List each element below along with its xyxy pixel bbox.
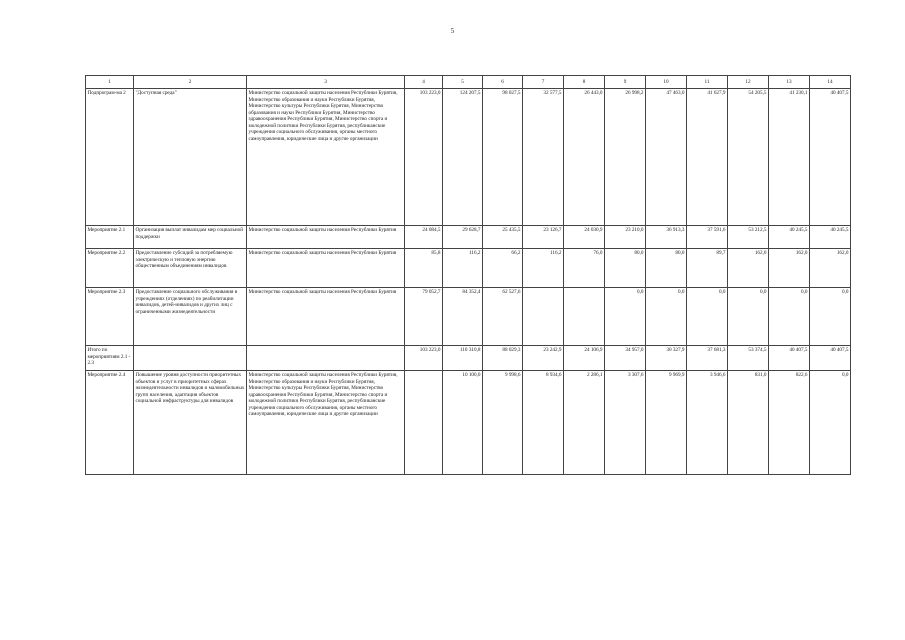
value-cell: 29 628,7 <box>443 226 483 249</box>
value-cell: 88 029,3 <box>483 346 523 371</box>
column-header: 12 <box>728 76 769 89</box>
value-cell: 0,0 <box>687 288 728 346</box>
value-cell: 34 957,0 <box>605 346 646 371</box>
row-executor <box>247 346 405 371</box>
value-cell: 30 327,9 <box>646 346 687 371</box>
value-cell <box>523 288 564 346</box>
value-cell: 0,0 <box>646 288 687 346</box>
row-code: Мероприятие 2.3 <box>86 288 134 346</box>
row-name: Предоставление субсидий за потребляемую электрическую и тепловую энергию общественным объединениям инвалидов <box>134 249 247 288</box>
row-code: Мероприятие 2.4 <box>86 371 134 475</box>
value-cell: 54 205,5 <box>728 89 769 226</box>
column-header: 7 <box>523 76 564 89</box>
value-cell: 40 407,5 <box>810 346 851 371</box>
table-row <box>86 226 851 249</box>
column-header: 6 <box>483 76 523 89</box>
column-header: 13 <box>769 76 810 89</box>
value-cell: 98 027,5 <box>483 89 523 226</box>
row-name <box>134 346 247 371</box>
column-header: 14 <box>810 76 851 89</box>
value-cell: 76,0 <box>564 249 605 288</box>
value-cell: 0,0 <box>810 371 851 475</box>
column-header: 3 <box>247 76 405 89</box>
value-cell: 37 681,3 <box>687 346 728 371</box>
value-cell: 9 998,6 <box>483 371 523 475</box>
row-executor: Министерство социальной защиты населения Республики Бурятия <box>247 249 405 288</box>
row-executor: Министерство социальной защиты населения Республики Бурятия, Министерство образования и науки Республики Бурятия, Министерство культуры Республики Бурятия, Министерство здравоохранения Республики Бурятия, Министерство спорта и молодежной политики Республики Бурятия, республиканские учреждения социального обслуживания, органы местного самоуправления, юридические лица и другие организации <box>247 371 405 475</box>
value-cell: 62 527,6 <box>483 288 523 346</box>
value-cell: 32 577,5 <box>523 89 564 226</box>
table-row <box>86 249 851 288</box>
column-header: 9 <box>605 76 646 89</box>
value-cell: 24 030,9 <box>564 226 605 249</box>
value-cell: 66,2 <box>483 249 523 288</box>
table-row <box>86 89 851 226</box>
value-cell <box>564 288 605 346</box>
value-cell: 53 374,5 <box>728 346 769 371</box>
column-header: 4 <box>405 76 443 89</box>
row-code: Мероприятие 2.1 <box>86 226 134 249</box>
value-cell: 84 352,4 <box>443 288 483 346</box>
value-cell <box>405 371 443 475</box>
column-header: 11 <box>687 76 728 89</box>
row-name: "Доступная среда" <box>134 89 247 226</box>
value-cell: 116,2 <box>443 249 483 288</box>
row-name: Организация выплат инвалидам мер социальной поддержки <box>134 226 247 249</box>
value-cell: 3 946,6 <box>687 371 728 475</box>
row-code: Итого по мероприятиям 2.1 - 2.3 <box>86 346 134 371</box>
value-cell: 24 084,5 <box>405 226 443 249</box>
column-header: 10 <box>646 76 687 89</box>
table-row <box>86 288 851 346</box>
header-row <box>86 76 851 89</box>
value-cell: 0,0 <box>728 288 769 346</box>
value-cell: 47 463,0 <box>646 89 687 226</box>
row-executor: Министерство социальной защиты населения Республики Бурятия <box>247 288 405 346</box>
value-cell: 79 052,7 <box>405 288 443 346</box>
column-header: 8 <box>564 76 605 89</box>
value-cell: 40 407,5 <box>769 346 810 371</box>
value-cell: 80,0 <box>646 249 687 288</box>
value-cell: 3 307,6 <box>605 371 646 475</box>
value-cell: 162,0 <box>769 249 810 288</box>
row-name: Предоставление социального обслуживания в учреждениях (отделениях) по реабилитации инвалидов, детей-инвалидов и других лиц с ограниченными жизнедеятельности <box>134 288 247 346</box>
value-cell: 0,0 <box>605 288 646 346</box>
value-cell: 23 126,7 <box>523 226 564 249</box>
value-cell: 24 106,9 <box>564 346 605 371</box>
value-cell: 40 245,5 <box>810 226 851 249</box>
value-cell: 162,0 <box>810 249 851 288</box>
value-cell: 41 627,9 <box>687 89 728 226</box>
value-cell: 831,0 <box>728 371 769 475</box>
value-cell: 162,0 <box>728 249 769 288</box>
value-cell: 9 969,9 <box>646 371 687 475</box>
value-cell: 85,8 <box>405 249 443 288</box>
value-cell: 10 100,0 <box>443 371 483 475</box>
value-cell: 25 435,5 <box>483 226 523 249</box>
value-cell: 116,2 <box>523 249 564 288</box>
row-executor: Министерство социальной защиты населения Республики Бурятия, Министерство образования и науки Республики Бурятия, Министерство культуры Республики Бурятия, Министерство образования и науки Республики Бурятия, Министерство здравоохранения Республики Бурятия, Министерство спорта и молодежной политики Республики Бурятия, республиканские учреждения социального обслуживания, органы местного самоуправления, юридические лица и другие организации <box>247 89 405 226</box>
row-code: Мероприятие 2.2 <box>86 249 134 288</box>
row-code: Подпрограм-ма 2 <box>86 89 134 226</box>
page-number: 5 <box>450 27 455 35</box>
column-header: 1 <box>86 76 134 89</box>
value-cell: 110 310,8 <box>443 346 483 371</box>
table-row <box>86 346 851 371</box>
program-table <box>85 75 851 475</box>
column-header: 5 <box>443 76 483 89</box>
value-cell: 124 207,5 <box>443 89 483 226</box>
value-cell: 36 913,3 <box>646 226 687 249</box>
value-cell: 89,7 <box>687 249 728 288</box>
value-cell: 103 223,0 <box>405 89 443 226</box>
table-row <box>86 371 851 475</box>
value-cell: 80,0 <box>605 249 646 288</box>
value-cell: 26 443,0 <box>564 89 605 226</box>
value-cell: 26 998,2 <box>605 89 646 226</box>
value-cell: 41 230,1 <box>769 89 810 226</box>
value-cell: 40 407,5 <box>810 89 851 226</box>
row-name: Повышение уровня доступности приоритетных объектов и услуг в приоритетных сферах жизнедеятельности инвалидов и маломобильных групп населения, адаптация объектов социальной инфраструктуры для инвалидов <box>134 371 247 475</box>
value-cell: 37 591,6 <box>687 226 728 249</box>
value-cell: 0,0 <box>810 288 851 346</box>
value-cell: 822,6 <box>769 371 810 475</box>
value-cell: 53 212,5 <box>728 226 769 249</box>
value-cell: 0,0 <box>769 288 810 346</box>
value-cell: 23 210,0 <box>605 226 646 249</box>
value-cell: 8 934,6 <box>523 371 564 475</box>
value-cell: 2 286,1 <box>564 371 605 475</box>
value-cell: 40 245,5 <box>769 226 810 249</box>
column-header: 2 <box>134 76 247 89</box>
row-executor: Министерство социальной защиты населения Республики Бурятия <box>247 226 405 249</box>
value-cell: 103 223,0 <box>405 346 443 371</box>
value-cell: 23 242,9 <box>523 346 564 371</box>
